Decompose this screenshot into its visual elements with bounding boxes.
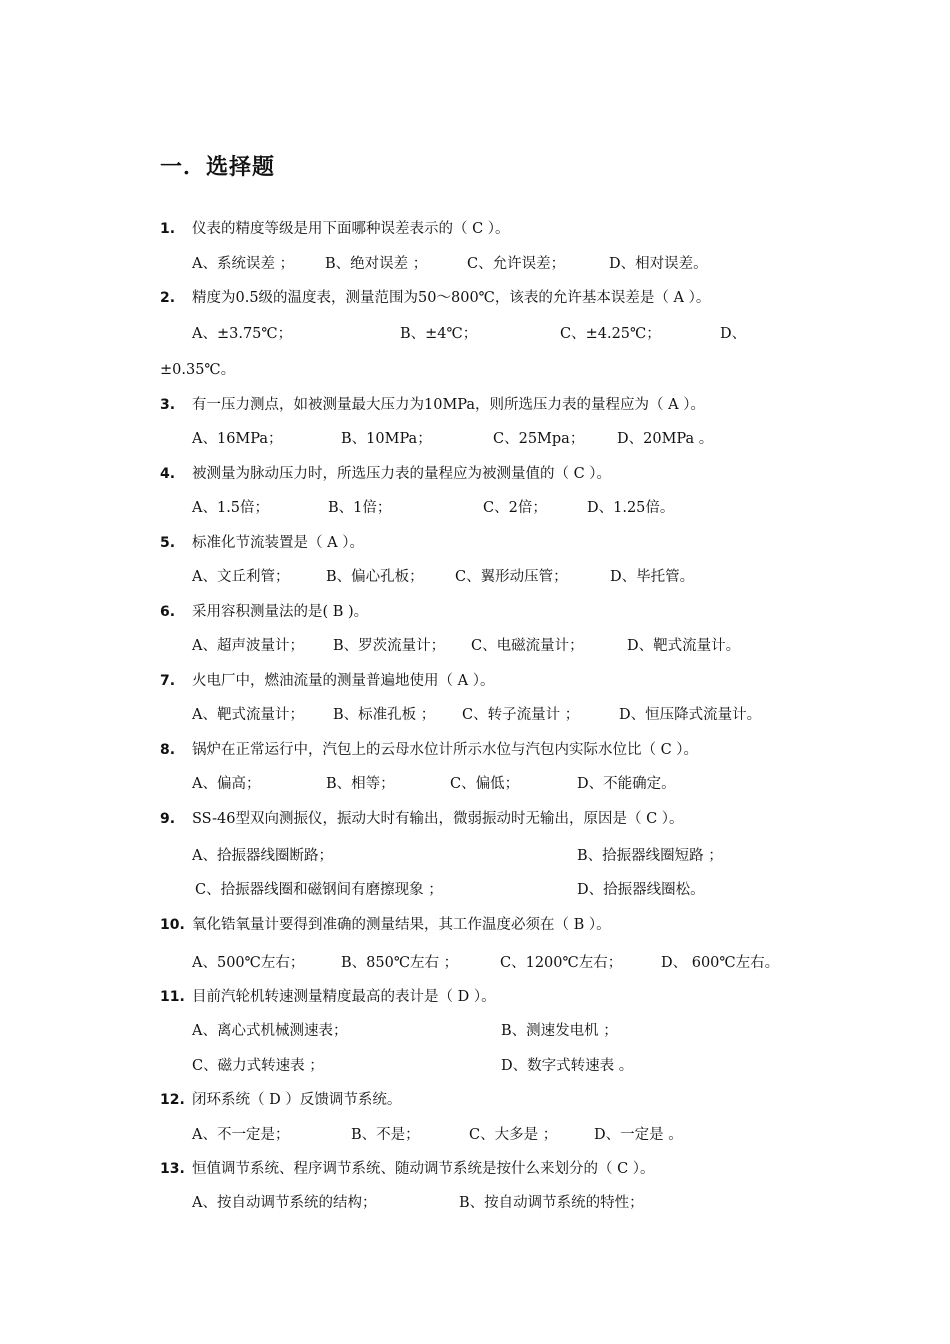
option-c: C、电磁流量计； — [471, 638, 584, 654]
option-a: A、系统误差 ； — [192, 256, 295, 272]
option-b: B、相等； — [326, 776, 395, 792]
question-text: SS-46型双向测振仪，振动大时有输出，微弱振动时无输出，原因是（ C ）。 — [192, 811, 684, 827]
option-b: B、偏心孔板； — [326, 569, 424, 585]
option-a: A、±3.75℃； — [192, 326, 293, 342]
option-b: B、标准孔板 ； — [333, 707, 436, 723]
question-number: 7. — [160, 673, 176, 689]
option-d: D、毕托管。 — [610, 569, 695, 585]
option-d: D、相对误差。 — [609, 256, 708, 272]
question-number: 5. — [160, 535, 176, 551]
option-a: A、500℃左右； — [192, 955, 305, 971]
question-text: 标准化节流装置是（ A ）。 — [192, 535, 364, 551]
question-text: 目前汽轮机转速测量精度最高的表计是（ D ）。 — [192, 989, 496, 1005]
option-c: C、大多是 ； — [469, 1127, 558, 1143]
option-a: A、偏高； — [192, 776, 261, 792]
option-b: B、拾振器线圈短路 ； — [577, 848, 723, 864]
option-d: D、一定是 。 — [594, 1127, 683, 1143]
question-text: 仪表的精度等级是用下面哪种误差表示的（ C ）。 — [192, 221, 510, 237]
question-number: 1. — [160, 221, 176, 237]
option-d: D、20MPa 。 — [617, 431, 714, 447]
option-a: A、拾振器线圈断路； — [192, 848, 333, 864]
option-b: B、不是； — [351, 1127, 420, 1143]
option-a: A、16MPa； — [192, 431, 283, 447]
question-number: 2. — [160, 290, 176, 306]
question-number: 8. — [160, 742, 176, 758]
option-d: D、不能确定。 — [577, 776, 676, 792]
option-d: D、恒压降式流量计。 — [619, 707, 762, 723]
option-b: B、绝对误差 ； — [325, 256, 428, 272]
option-d: D、靶式流量计。 — [627, 638, 741, 654]
question-number: 11. — [160, 989, 185, 1005]
option-c: C、±4.25℃； — [560, 326, 661, 342]
option-c: C、翼形动压管； — [455, 569, 568, 585]
option-a: A、超声波量计； — [192, 638, 304, 654]
question-number: 6. — [160, 604, 176, 620]
question-text: 采用容积测量法的是( B )。 — [192, 604, 369, 620]
question-text: 精度为0.5级的温度表，测量范围为50～800℃，该表的允许基本误差是（ A ）。 — [192, 290, 711, 306]
question-text: 有一压力测点，如被测量最大压力为10MPa，则所选压力表的量程应为（ A ）。 — [192, 397, 705, 413]
question-text: 氧化锆氧量计要得到准确的测量结果，其工作温度必须在（ B ）。 — [192, 917, 611, 933]
option-d: D、拾振器线圈松。 — [577, 882, 705, 898]
question-number: 4. — [160, 466, 176, 482]
option-a: A、不一定是； — [192, 1127, 290, 1143]
option-b: B、罗茨流量计； — [333, 638, 446, 654]
option-c: C、1200℃左右； — [500, 955, 623, 971]
question-number: 9. — [160, 811, 176, 827]
question-text: 恒值调节系统、程序调节系统、随动调节系统是按什么来划分的（ C ）。 — [192, 1161, 655, 1177]
option-d: D、1.25倍。 — [587, 500, 675, 516]
option-d: D、数字式转速表 。 — [501, 1058, 634, 1074]
option-c: C、2倍； — [483, 500, 547, 516]
question-text: 被测量为脉动压力时，所选压力表的量程应为被测量值的（ C ）。 — [192, 466, 612, 482]
option-d: D、 600℃左右。 — [661, 955, 780, 971]
question-text: 火电厂中，燃油流量的测量普遍地使用（ A ）。 — [192, 673, 495, 689]
option-c: C、磁力式转速表 ； — [192, 1058, 324, 1074]
option-b: B、850℃左右 ； — [341, 955, 459, 971]
option-b: B、测速发电机 ； — [501, 1023, 618, 1039]
option-a: A、靶式流量计； — [192, 707, 304, 723]
question-text: 闭环系统（ D ）反馈调节系统。 — [192, 1092, 402, 1108]
option-a: A、1.5倍； — [192, 500, 270, 516]
option-b: B、按自动调节系统的特性； — [459, 1195, 644, 1211]
option-b: B、1倍； — [328, 500, 392, 516]
option-c: C、25Mpa； — [493, 431, 585, 447]
question-text: 锅炉在正常运行中，汽包上的云母水位计所示水位与汽包内实际水位比（ C ）。 — [192, 742, 699, 758]
section-heading: 一．选择题 — [160, 155, 276, 180]
option-d: D、 — [720, 326, 747, 342]
question-number: 10. — [160, 917, 185, 933]
question-number: 3. — [160, 397, 176, 413]
option-c: C、允许误差； — [467, 256, 566, 272]
option-b: B、10MPa； — [341, 431, 432, 447]
question-number: 13. — [160, 1161, 185, 1177]
option-c: C、转子流量计 ； — [462, 707, 580, 723]
option-a: A、离心式机械测速表； — [192, 1023, 348, 1039]
option-b: B、±4℃； — [400, 326, 478, 342]
question-number: 12. — [160, 1092, 185, 1108]
option-d-continued: ±0.35℃。 — [160, 362, 236, 378]
option-a: A、按自动调节系统的结构； — [192, 1195, 377, 1211]
option-c: C、偏低； — [450, 776, 520, 792]
option-c: C、拾振器线圈和磁钢间有磨擦现象 ； — [195, 882, 443, 898]
option-a: A、文丘利管； — [192, 569, 290, 585]
